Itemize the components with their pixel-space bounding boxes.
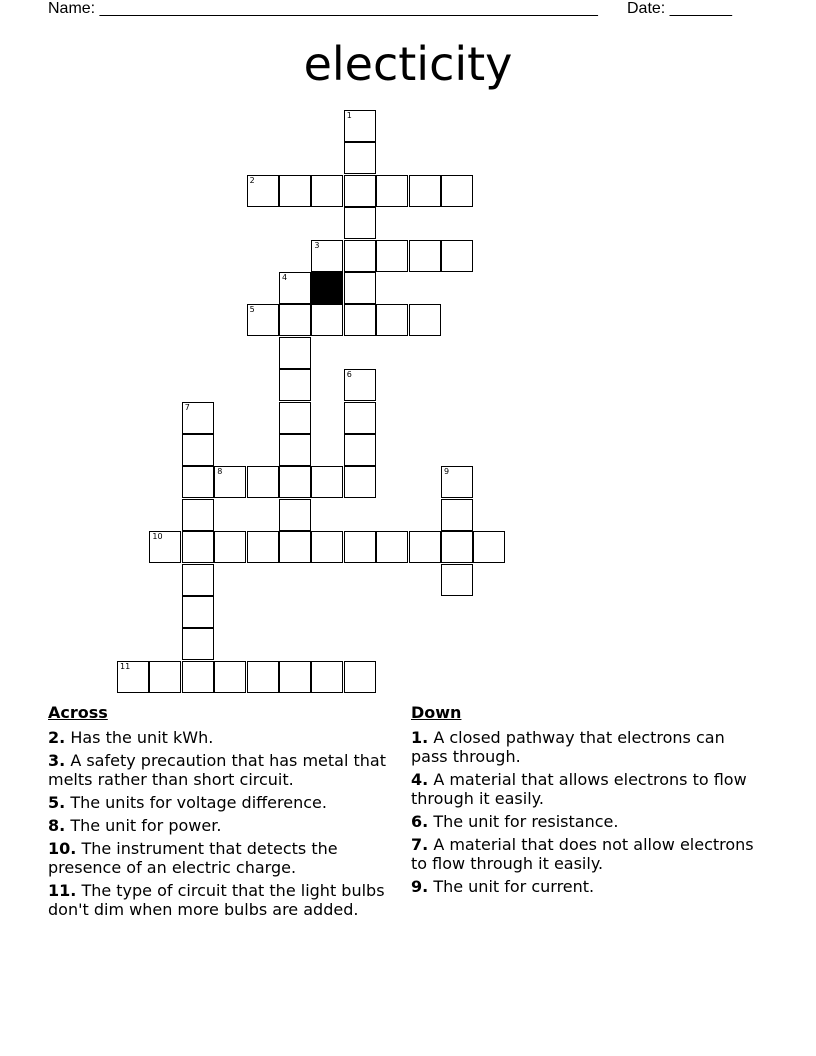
down-heading: Down [411,703,462,722]
clue-number-label: 9. [411,877,429,896]
clue-number: 6 [346,370,352,380]
crossword-cell[interactable] [182,531,214,563]
crossword-cell[interactable] [344,466,376,498]
clue-text: The unit for current. [433,877,595,896]
clue-number: 10 [152,532,163,542]
clue-item [411,728,761,766]
clue-text: A safety precaution that has metal that melts rather than short circuit. [48,751,386,789]
crossword-cell[interactable] [247,661,279,693]
clue-text: A material that allows electrons to flow through it easily. [411,770,747,808]
crossword-cell[interactable] [279,466,311,498]
crossword-cell[interactable] [279,531,311,563]
clue-number: 2 [249,175,255,185]
clue-number-label: 7. [411,835,429,854]
crossword-cell[interactable] [214,531,246,563]
clue-item [411,877,761,896]
crossword-cell[interactable] [117,661,149,693]
name-field-label: Name: ________________________________________________________ [48,0,598,17]
clue-item [48,881,388,919]
clue-text: The unit for resistance. [433,812,619,831]
crossword-cell[interactable] [182,402,214,434]
clue-number-label: 3. [48,751,66,770]
crossword-cell[interactable] [311,240,343,272]
clue-item [48,751,388,789]
crossword-cell[interactable] [279,369,311,401]
clue-text: A material that does not allow electrons to flow through it easily. [411,835,754,873]
clue-item [48,816,388,835]
crossword-cell[interactable] [376,240,408,272]
crossword-cell[interactable] [311,175,343,207]
clue-number-label: 4. [411,770,429,789]
clue-item [411,770,761,808]
clue-text: The instrument that detects the presence of an electric charge. [48,839,338,877]
crossword-cell[interactable] [182,628,214,660]
clue-number-label: 11. [48,881,77,900]
crossword-block-cell [311,272,343,304]
crossword-cell[interactable] [279,434,311,466]
crossword-cell[interactable] [409,304,441,336]
clue-text: A closed pathway that electrons can pass through. [411,728,725,766]
clue-number-label: 8. [48,816,66,835]
crossword-cell[interactable] [344,531,376,563]
crossword-cell[interactable] [344,110,376,142]
clue-text: The units for voltage difference. [70,793,327,812]
crossword-cell[interactable] [344,175,376,207]
crossword-cell[interactable] [182,564,214,596]
clue-number-label: 6. [411,812,429,831]
crossword-cell[interactable] [247,531,279,563]
crossword-cell[interactable] [376,531,408,563]
crossword-cell[interactable] [344,434,376,466]
crossword-cell[interactable] [344,304,376,336]
crossword-cell[interactable] [247,466,279,498]
clue-text: Has the unit kWh. [70,728,214,747]
clue-number: 7 [184,402,190,412]
crossword-cell[interactable] [182,466,214,498]
crossword-cell[interactable] [279,499,311,531]
crossword-cell[interactable] [182,434,214,466]
clue-text: The unit for power. [70,816,222,835]
crossword-cell[interactable] [409,240,441,272]
crossword-cell[interactable] [441,499,473,531]
across-clues [48,703,388,923]
clue-number-label: 10. [48,839,77,858]
clue-number: 3 [314,240,320,250]
crossword-cell[interactable] [247,304,279,336]
crossword-cell[interactable] [279,175,311,207]
clue-number: 11 [120,661,131,671]
clue-number: 5 [249,305,255,315]
clue-item [48,839,388,877]
down-clue-list [411,728,761,896]
clue-number-label: 5. [48,793,66,812]
crossword-cell[interactable] [344,142,376,174]
across-clue-list [48,728,388,919]
clue-number: 9 [444,467,450,477]
crossword-cell[interactable] [344,369,376,401]
crossword-cell[interactable] [344,661,376,693]
clue-item [48,793,388,812]
page-title: electicity [303,37,513,91]
crossword-cell[interactable] [409,531,441,563]
crossword-cell[interactable] [344,402,376,434]
crossword-cell[interactable] [409,175,441,207]
crossword-cell[interactable] [344,207,376,239]
crossword-cell[interactable] [311,466,343,498]
crossword-cell[interactable] [182,661,214,693]
crossword-cell[interactable] [441,466,473,498]
clue-number-label: 1. [411,728,429,747]
clue-number: 4 [282,273,288,282]
crossword-cell[interactable] [441,240,473,272]
crossword-cell[interactable] [311,661,343,693]
crossword-cell[interactable] [279,304,311,336]
across-heading: Across [48,703,108,722]
crossword-cell[interactable] [311,304,343,336]
crossword-cell[interactable] [279,661,311,693]
down-clues [411,703,761,900]
crossword-cell[interactable] [247,175,279,207]
date-field-label: Date: _______ [627,0,732,17]
crossword-cell[interactable] [376,175,408,207]
crossword-cell[interactable] [441,564,473,596]
crossword-cell[interactable] [473,531,505,563]
crossword-cell[interactable] [441,531,473,563]
crossword-cell[interactable] [376,304,408,336]
crossword-cell[interactable] [279,402,311,434]
clue-number: 1 [346,111,352,120]
crossword-cell[interactable] [149,531,181,563]
crossword-cell[interactable] [441,175,473,207]
crossword-cell[interactable] [344,272,376,304]
crossword-cell[interactable] [344,240,376,272]
crossword-cell[interactable] [149,661,181,693]
clue-item [411,835,761,873]
clue-item [48,728,388,747]
crossword-cell[interactable] [279,337,311,369]
clue-text: The type of circuit that the light bulbs don't dim when more bulbs are added. [48,881,385,919]
crossword-cell[interactable] [182,499,214,531]
crossword-cell[interactable] [279,272,311,304]
clue-item [411,812,761,831]
crossword-cell[interactable] [182,596,214,628]
crossword-cell[interactable] [214,661,246,693]
clue-number-label: 2. [48,728,66,747]
crossword-cell[interactable] [214,466,246,498]
crossword-cell[interactable] [311,531,343,563]
clue-number: 8 [217,467,223,477]
